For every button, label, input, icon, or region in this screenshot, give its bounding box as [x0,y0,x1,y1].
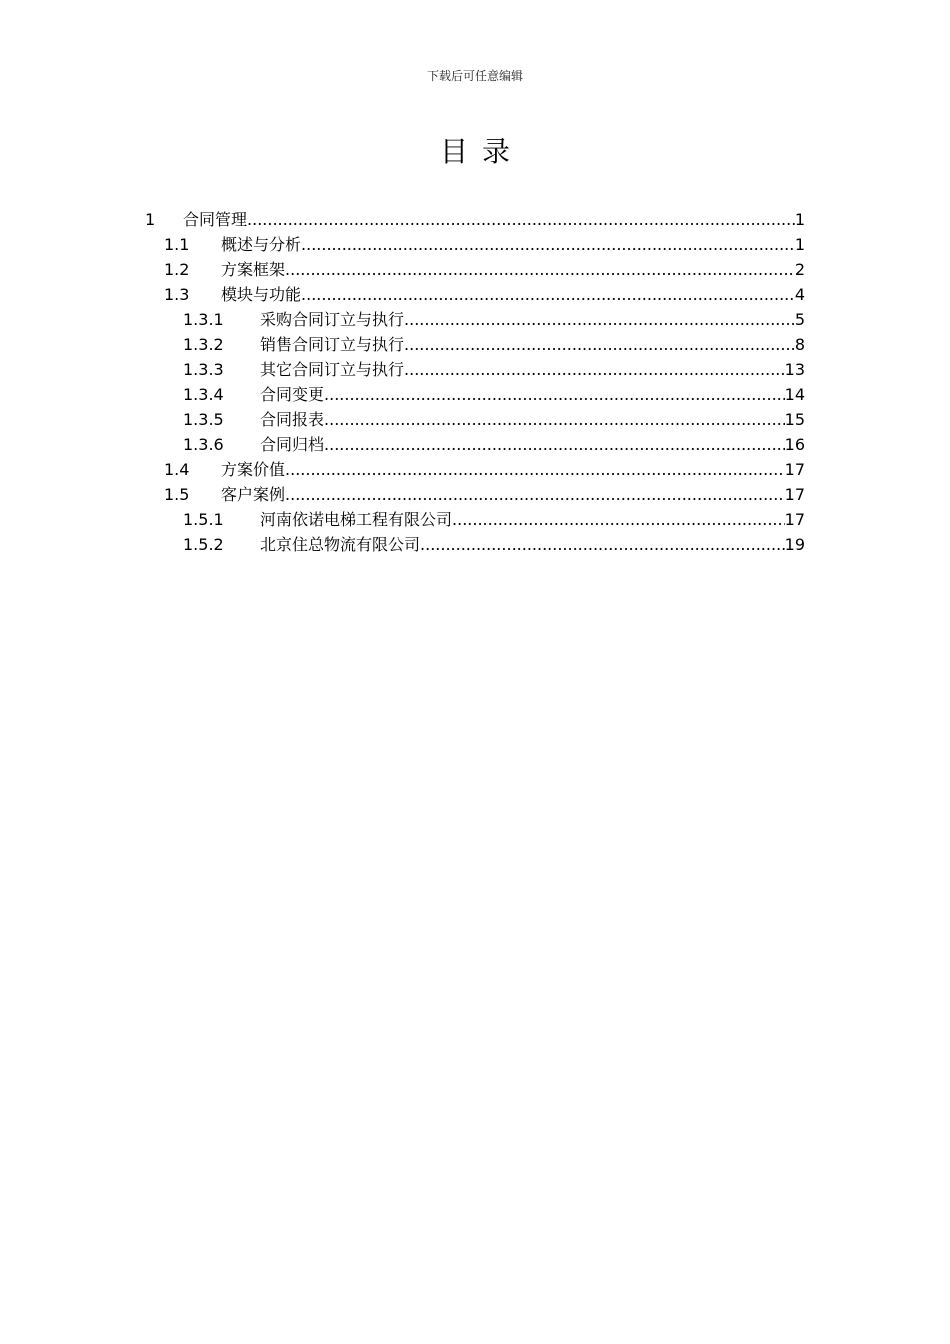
toc-leader-dots [404,307,795,332]
toc-entry[interactable] [164,482,805,507]
toc-leader-dots [301,282,795,307]
toc-entry-title: 河南依诺电梯工程有限公司 [260,510,453,529]
toc-entry[interactable] [164,232,805,257]
toc-entry-title: 合同报表 [260,410,325,429]
toc-entry[interactable] [164,282,805,307]
toc-entry[interactable] [183,357,805,382]
toc-entry-number: 1.4 [164,460,190,479]
toc-entry-title: 方案框架 [221,260,286,279]
toc-entry-page: 15 [784,410,805,429]
toc-entry-number: 1 [145,210,156,229]
toc-entry-number: 1.3.4 [183,385,224,404]
toc-entry-title: 其它合同订立与执行 [260,360,405,379]
toc-entry-number: 1.5.2 [183,535,224,554]
toc-entry-page: 17 [784,485,805,504]
toc-leader-dots [247,207,795,232]
toc-leader-dots [452,507,785,532]
toc-entry-title: 客户案例 [221,485,286,504]
toc-entry[interactable] [183,432,805,457]
toc-entry-number: 1.5 [164,485,190,504]
toc-entry[interactable] [145,207,805,232]
toc-leader-dots [285,457,785,482]
toc-entry-number: 1.3.2 [183,335,224,354]
toc-entry-page: 4 [794,285,805,304]
toc-entry-page: 19 [784,535,805,554]
toc-leader-dots [301,232,795,257]
toc-entry-number: 1.5.1 [183,510,224,529]
toc-entry-page: 17 [784,460,805,479]
toc-entry-number: 1.1 [164,235,190,254]
toc-leader-dots [404,332,795,357]
toc-entry-page: 5 [794,310,805,329]
toc-entry-page: 17 [784,510,805,529]
toc-entry-title: 方案价值 [221,460,286,479]
toc-leader-dots [324,407,785,432]
toc-entry-title: 合同变更 [260,385,325,404]
toc-entry-page: 1 [794,235,805,254]
toc-entry-page: 13 [784,360,805,379]
toc-leader-dots [420,532,785,557]
toc-entry-page: 2 [794,260,805,279]
toc-entry[interactable] [183,407,805,432]
toc-entry-number: 1.3.1 [183,310,224,329]
toc-entry-title: 销售合同订立与执行 [260,335,405,354]
toc-entry-page: 8 [794,335,805,354]
toc-entry[interactable] [183,382,805,407]
toc-entry[interactable] [183,532,805,557]
toc-title: 目录 [439,135,524,168]
toc-entry[interactable] [164,457,805,482]
toc-entry-number: 1.2 [164,260,190,279]
toc-entry-page: 16 [784,435,805,454]
toc-entry-title: 合同归档 [260,435,325,454]
toc-entry-title: 采购合同订立与执行 [260,310,405,329]
toc-entry-title: 合同管理 [183,210,248,229]
toc-entry-page: 14 [784,385,805,404]
toc-entry[interactable] [183,307,805,332]
toc-leader-dots [324,382,785,407]
toc-leader-dots [404,357,785,382]
toc-leader-dots [285,482,785,507]
toc-entry-title: 概述与分析 [221,235,302,254]
toc-entry-number: 1.3.6 [183,435,224,454]
toc-entry-number: 1.3.5 [183,410,224,429]
toc-entry-number: 1.3.3 [183,360,224,379]
header-note: 下载后可任意编辑 [426,69,523,83]
toc-leader-dots [324,432,785,457]
toc-entry-title: 模块与功能 [221,285,302,304]
toc-entry-title: 北京住总物流有限公司 [260,535,421,554]
toc-entry-page: 1 [794,210,805,229]
toc-entry[interactable] [183,507,805,532]
toc-entry-number: 1.3 [164,285,190,304]
toc-leader-dots [285,257,795,282]
toc-entry[interactable] [164,257,805,282]
toc-entry[interactable] [183,332,805,357]
